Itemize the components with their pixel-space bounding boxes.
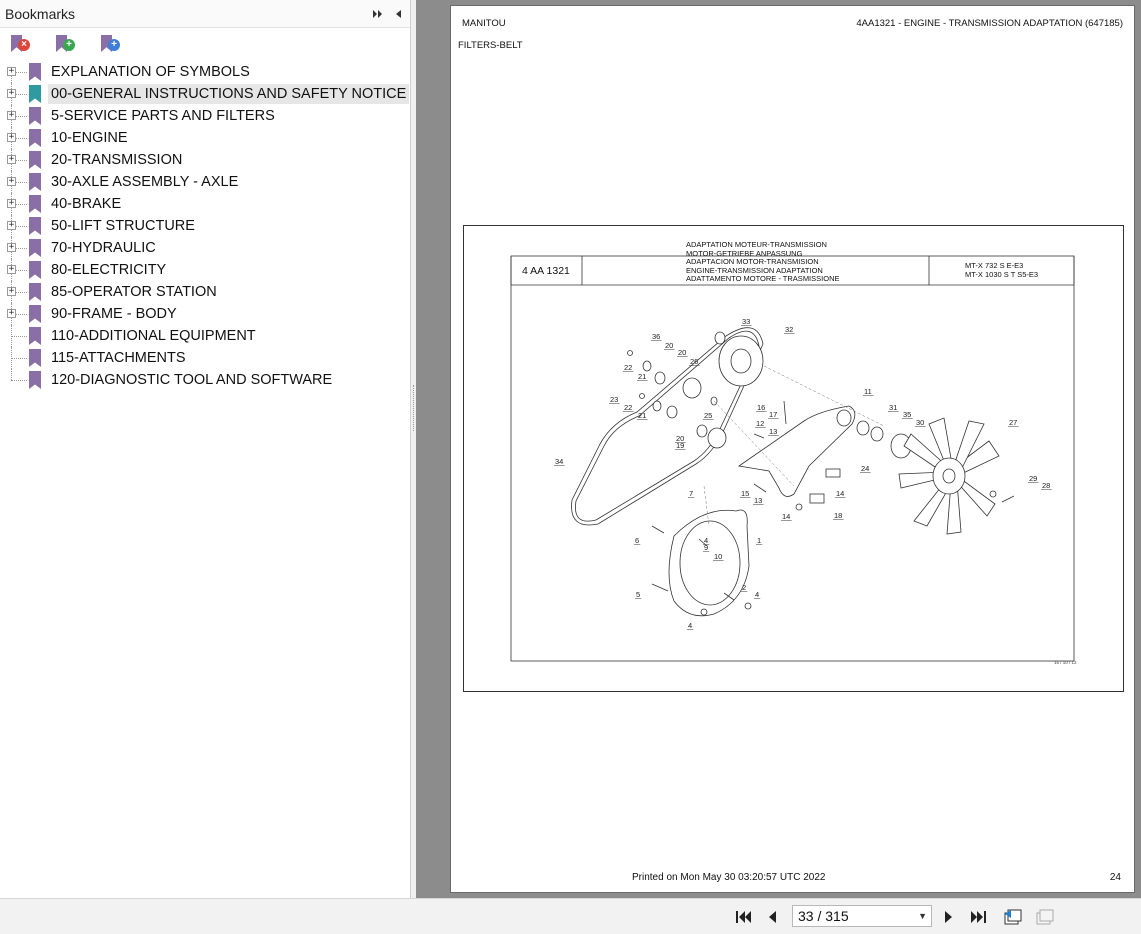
expand-icon[interactable]: + xyxy=(8,220,15,230)
bookmark-item[interactable] xyxy=(0,215,410,237)
part-callout: 33 xyxy=(742,317,751,326)
bookmark-item[interactable] xyxy=(0,193,410,215)
part-callout: 24 xyxy=(861,464,870,473)
bookmark-icon xyxy=(29,129,41,147)
previous-page-button[interactable] xyxy=(762,907,782,927)
add-icon: + xyxy=(63,39,75,51)
expand-icon[interactable]: + xyxy=(8,286,15,296)
document-page xyxy=(450,5,1135,893)
expand-icon[interactable]: + xyxy=(8,88,15,98)
bookmark-label: 85-OPERATOR STATION xyxy=(51,284,217,300)
bookmarks-title: Bookmarks xyxy=(5,5,76,22)
bookmark-icon xyxy=(29,107,41,125)
expand-icon[interactable]: + xyxy=(8,264,15,274)
bookmark-icon xyxy=(29,63,41,81)
bookmark-icon xyxy=(29,261,41,279)
diagram-date: 16 / 10 / 12 xyxy=(1054,660,1077,665)
bookmark-label: 120-DIAGNOSTIC TOOL AND SOFTWARE xyxy=(51,372,333,388)
part-callout: 13 xyxy=(769,427,778,436)
bookmark-item[interactable] xyxy=(0,369,410,391)
expand-icon[interactable]: + xyxy=(8,308,15,318)
bookmark-icon xyxy=(29,217,41,235)
previous-view-button[interactable] xyxy=(1001,907,1023,927)
expand-icon[interactable]: + xyxy=(8,110,15,120)
bookmark-icon xyxy=(29,85,41,103)
part-callout: 29 xyxy=(1029,474,1038,483)
part-callout: 26 xyxy=(690,357,699,366)
bookmark-label: 80-ELECTRICITY xyxy=(51,262,167,278)
bookmark-label: 115-ATTACHMENTS xyxy=(51,350,186,366)
part-callout: 16 xyxy=(757,403,766,412)
bookmark-item[interactable] xyxy=(0,347,410,369)
document-viewer[interactable] xyxy=(416,0,1141,898)
part-callout: 14 xyxy=(836,489,845,498)
bookmark-item[interactable] xyxy=(0,325,410,347)
next-page-icon xyxy=(943,909,955,925)
part-callout: 22 xyxy=(624,363,633,372)
part-callout: 35 xyxy=(903,410,912,419)
part-callout: 28 xyxy=(1042,481,1051,490)
part-callout: 31 xyxy=(889,403,898,412)
part-callout: 22 xyxy=(624,403,633,412)
collapse-panel-icon[interactable] xyxy=(390,5,406,23)
part-callout: 27 xyxy=(1009,418,1018,427)
bookmark-icon xyxy=(29,195,41,213)
bookmarks-header xyxy=(0,0,410,28)
diagram-reference: 4 AA 1321 xyxy=(522,265,570,277)
next-view-button[interactable] xyxy=(1033,907,1055,927)
part-callout: 9 xyxy=(704,543,709,552)
diagram-title-block xyxy=(686,241,840,284)
part-callout: 20 xyxy=(678,348,687,357)
part-callout: 20 xyxy=(665,341,674,350)
bookmark-tree xyxy=(0,61,410,391)
part-callout: 25 xyxy=(704,411,713,420)
bookmark-item[interactable] xyxy=(0,83,410,105)
page-number-input[interactable] xyxy=(792,905,932,927)
expand-panel-icon[interactable] xyxy=(370,5,386,23)
part-callout: 30 xyxy=(916,418,925,427)
part-callout: 6 xyxy=(635,536,640,545)
diagram-title-de: MOTOR-GETRIEBE ANPASSUNG xyxy=(686,248,803,258)
part-callout: 23 xyxy=(610,395,619,404)
bookmark-icon xyxy=(29,151,41,169)
part-callout: 7 xyxy=(689,489,694,498)
bookmark-icon xyxy=(29,173,41,191)
part-callout: 5 xyxy=(636,590,641,599)
part-callout: 4 xyxy=(704,536,709,545)
part-callout: 32 xyxy=(785,325,794,334)
part-callout: 20 xyxy=(676,434,685,443)
part-callout: 18 xyxy=(834,511,843,520)
diagram-models xyxy=(965,262,1038,279)
bookmark-item[interactable] xyxy=(0,149,410,171)
expand-icon[interactable]: + xyxy=(8,154,15,164)
bookmark-label: 00-GENERAL INSTRUCTIONS AND SAFETY NOTICE xyxy=(48,84,409,104)
part-callout: 13 xyxy=(754,496,763,505)
part-callout: 21 xyxy=(638,411,647,420)
diagram-title-fr: ADAPTATION MOTEUR-TRANSMISSION xyxy=(686,240,827,249)
bookmark-item[interactable] xyxy=(0,127,410,149)
part-callout: 15 xyxy=(741,489,750,498)
bookmark-item[interactable] xyxy=(0,171,410,193)
bookmark-icon xyxy=(29,305,41,323)
bookmark-label: 10-ENGINE xyxy=(51,130,128,146)
add-child-bookmark-button[interactable] xyxy=(99,33,121,55)
diagram-model-1: MT-X 732 S E-E3 xyxy=(965,261,1024,270)
part-callout: 4 xyxy=(755,590,760,599)
part-callout: 17 xyxy=(769,410,778,419)
doc-page-number: 24 xyxy=(1109,872,1121,883)
add-bookmark-button[interactable] xyxy=(54,33,76,55)
bookmark-item[interactable] xyxy=(0,303,410,325)
next-page-button[interactable] xyxy=(939,907,959,927)
part-callout: 12 xyxy=(756,419,765,428)
delete-icon: × xyxy=(18,39,30,51)
bookmark-icon xyxy=(29,239,41,257)
delete-bookmark-button[interactable] xyxy=(9,33,31,55)
doc-brand: MANITOU xyxy=(462,18,506,29)
part-callout: 19 xyxy=(676,441,685,450)
diagram-title-es: ADAPTACION MOTOR-TRANSMISION xyxy=(686,257,819,266)
last-page-icon xyxy=(970,909,988,925)
bookmark-label: 90-FRAME - BODY xyxy=(51,306,177,322)
bookmark-label: 50-LIFT STRUCTURE xyxy=(51,218,195,234)
part-callout: 11 xyxy=(864,387,872,396)
bookmark-item[interactable] xyxy=(0,237,410,259)
expand-icon[interactable]: + xyxy=(8,242,15,252)
bookmarks-toolbar xyxy=(0,28,410,60)
chevron-down-icon[interactable]: ▼ xyxy=(918,911,927,921)
bookmark-icon xyxy=(29,327,41,345)
add-child-icon: + xyxy=(108,39,120,51)
part-callout: 4 xyxy=(688,621,693,630)
parts-diagram xyxy=(463,225,1124,692)
next-view-icon xyxy=(1034,908,1054,926)
doc-header-title: 4AA1321 - ENGINE - TRANSMISSION ADAPTATION (647185) xyxy=(856,18,1123,29)
expand-icon[interactable]: + xyxy=(8,198,15,208)
bookmark-label: 30-AXLE ASSEMBLY - AXLE xyxy=(51,174,239,190)
diagram-title-en: ENGINE-TRANSMISSION ADAPTATION xyxy=(686,265,823,275)
exploded-view-drawing xyxy=(464,226,1123,691)
bookmark-item[interactable] xyxy=(0,105,410,127)
expand-icon[interactable]: + xyxy=(8,176,15,186)
part-callout: 34 xyxy=(555,457,564,466)
expand-icon[interactable]: + xyxy=(8,66,15,76)
diagram-title-it: ADATTAMENTO MOTORE - TRASMISSIONE xyxy=(686,274,840,283)
bookmark-label: 70-HYDRAULIC xyxy=(51,240,156,256)
bookmark-label: 110-ADDITIONAL EQUIPMENT xyxy=(51,328,256,344)
bookmark-label: 5-SERVICE PARTS AND FILTERS xyxy=(51,108,275,124)
page-indicator: 33 / 315 xyxy=(798,908,849,924)
part-callout: 1 xyxy=(757,536,762,545)
last-page-button[interactable] xyxy=(969,907,989,927)
first-page-icon xyxy=(734,909,752,925)
bookmark-label: 40-BRAKE xyxy=(51,196,122,212)
part-callout: 36 xyxy=(652,332,661,341)
diagram-model-2: MT-X 1030 S T S5-E3 xyxy=(965,269,1039,279)
part-callout: 14 xyxy=(782,512,791,521)
previous-view-icon xyxy=(1002,908,1022,926)
bookmark-icon xyxy=(29,283,41,301)
bookmarks-panel xyxy=(0,0,411,898)
bookmark-icon xyxy=(29,371,41,389)
first-page-button[interactable] xyxy=(733,907,753,927)
part-callout: 10 xyxy=(714,552,723,561)
bookmark-item[interactable] xyxy=(0,281,410,303)
bookmark-item[interactable] xyxy=(0,61,410,83)
bookmark-icon xyxy=(29,349,41,367)
navigation-toolbar xyxy=(0,898,1141,934)
previous-page-icon xyxy=(766,909,778,925)
bookmark-label: 20-TRANSMISSION xyxy=(51,152,183,168)
part-callout: 21 xyxy=(638,372,647,381)
doc-section: FILTERS-BELT xyxy=(458,40,523,51)
bookmark-label: EXPLANATION OF SYMBOLS xyxy=(51,64,250,80)
bookmark-item[interactable] xyxy=(0,259,410,281)
part-callout: 2 xyxy=(742,583,747,592)
expand-icon[interactable]: + xyxy=(8,132,15,142)
doc-footer-printed: Printed on Mon May 30 03:20:57 UTC 2022 xyxy=(632,872,826,883)
